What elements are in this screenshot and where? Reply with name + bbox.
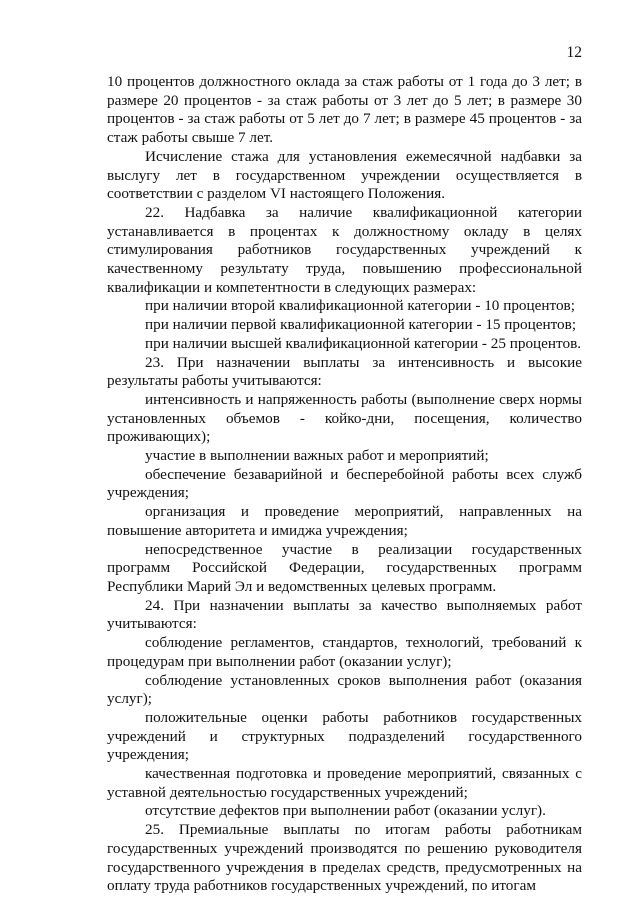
paragraph: непосредственное участие в реализации государственных программ Российской Федерации, государственных программ Республики Марий Эл и ведомственных целевых программ. bbox=[107, 540, 582, 595]
paragraph: участие в выполнении важных работ и мероприятий; bbox=[145, 447, 489, 465]
paragraph: организация и проведение мероприятий, направленных на повышение авторитета и имиджа учреждения; bbox=[107, 503, 582, 539]
paragraph: соблюдение регламентов, стандартов, технологий, требований к процедурам при выполнении работ (оказании услуг); bbox=[107, 634, 582, 670]
paragraph: соблюдение установленных сроков выполнения работ (оказания услуг); bbox=[107, 671, 582, 708]
document-body bbox=[107, 73, 582, 896]
paragraph: при наличии высшей квалификационной категории - 25 процентов. bbox=[145, 334, 582, 352]
paragraph: обеспечение безаварийной и бесперебойной работы всех служб учреждения; bbox=[107, 465, 582, 502]
paragraph: при наличии второй квалификационной категории - 10 процентов; bbox=[145, 297, 575, 315]
paragraph: 22. Надбавка за наличие квалификационной категории устанавливается в процентах к должностному окладу в целях стимулирования работников государственных учреждений к качественному результату труда, повышению профессиональной квалификации и компетентности в следующих размерах: bbox=[107, 203, 582, 296]
paragraph: положительные оценки работы работников государственных учреждений и структурных подразделений государственного учреждения; bbox=[107, 708, 582, 764]
paragraph: 25. Премиальные выплаты по итогам работы работникам государственных учреждений производятся по решению руководителя государственного учреждения в пределах средств, предусмотренных на оплату труда работников государственных учреждений, по итогам bbox=[107, 821, 582, 895]
paragraph: качественная подготовка и проведение мероприятий, связанных с уставной деятельностью государственных учреждений; bbox=[107, 765, 582, 801]
page-number: 12 bbox=[566, 44, 582, 61]
paragraph: Исчисление стажа для установления ежемесячной надбавки за выслугу лет в государственном учреждении осуществляется в соответствии с разделом VI настоящего Положения. bbox=[107, 147, 582, 203]
paragraph: 10 процентов должностного оклада за стаж работы от 1 года до 3 лет; в размере 20 процентов - за стаж работы от 3 лет до 5 лет; в размере 30 процентов - за стаж работы от 5 лет до 7 лет; в размере 45 процентов - за стаж работы свыше 7 лет. bbox=[107, 73, 582, 147]
paragraph: интенсивность и напряженность работы (выполнение сверх нормы установленных объемов - койко-дни, посещения, количество проживающих); bbox=[107, 390, 582, 446]
paragraph: отсутствие дефектов при выполнении работ (оказании услуг). bbox=[145, 802, 546, 820]
paragraph: 23. При назначении выплаты за интенсивность и высокие результаты работы учитываются: bbox=[107, 353, 582, 390]
paragraph: при наличии первой квалификационной категории - 15 процентов; bbox=[145, 316, 577, 334]
paragraph: 24. При назначении выплаты за качество выполняемых работ учитываются: bbox=[107, 596, 582, 633]
